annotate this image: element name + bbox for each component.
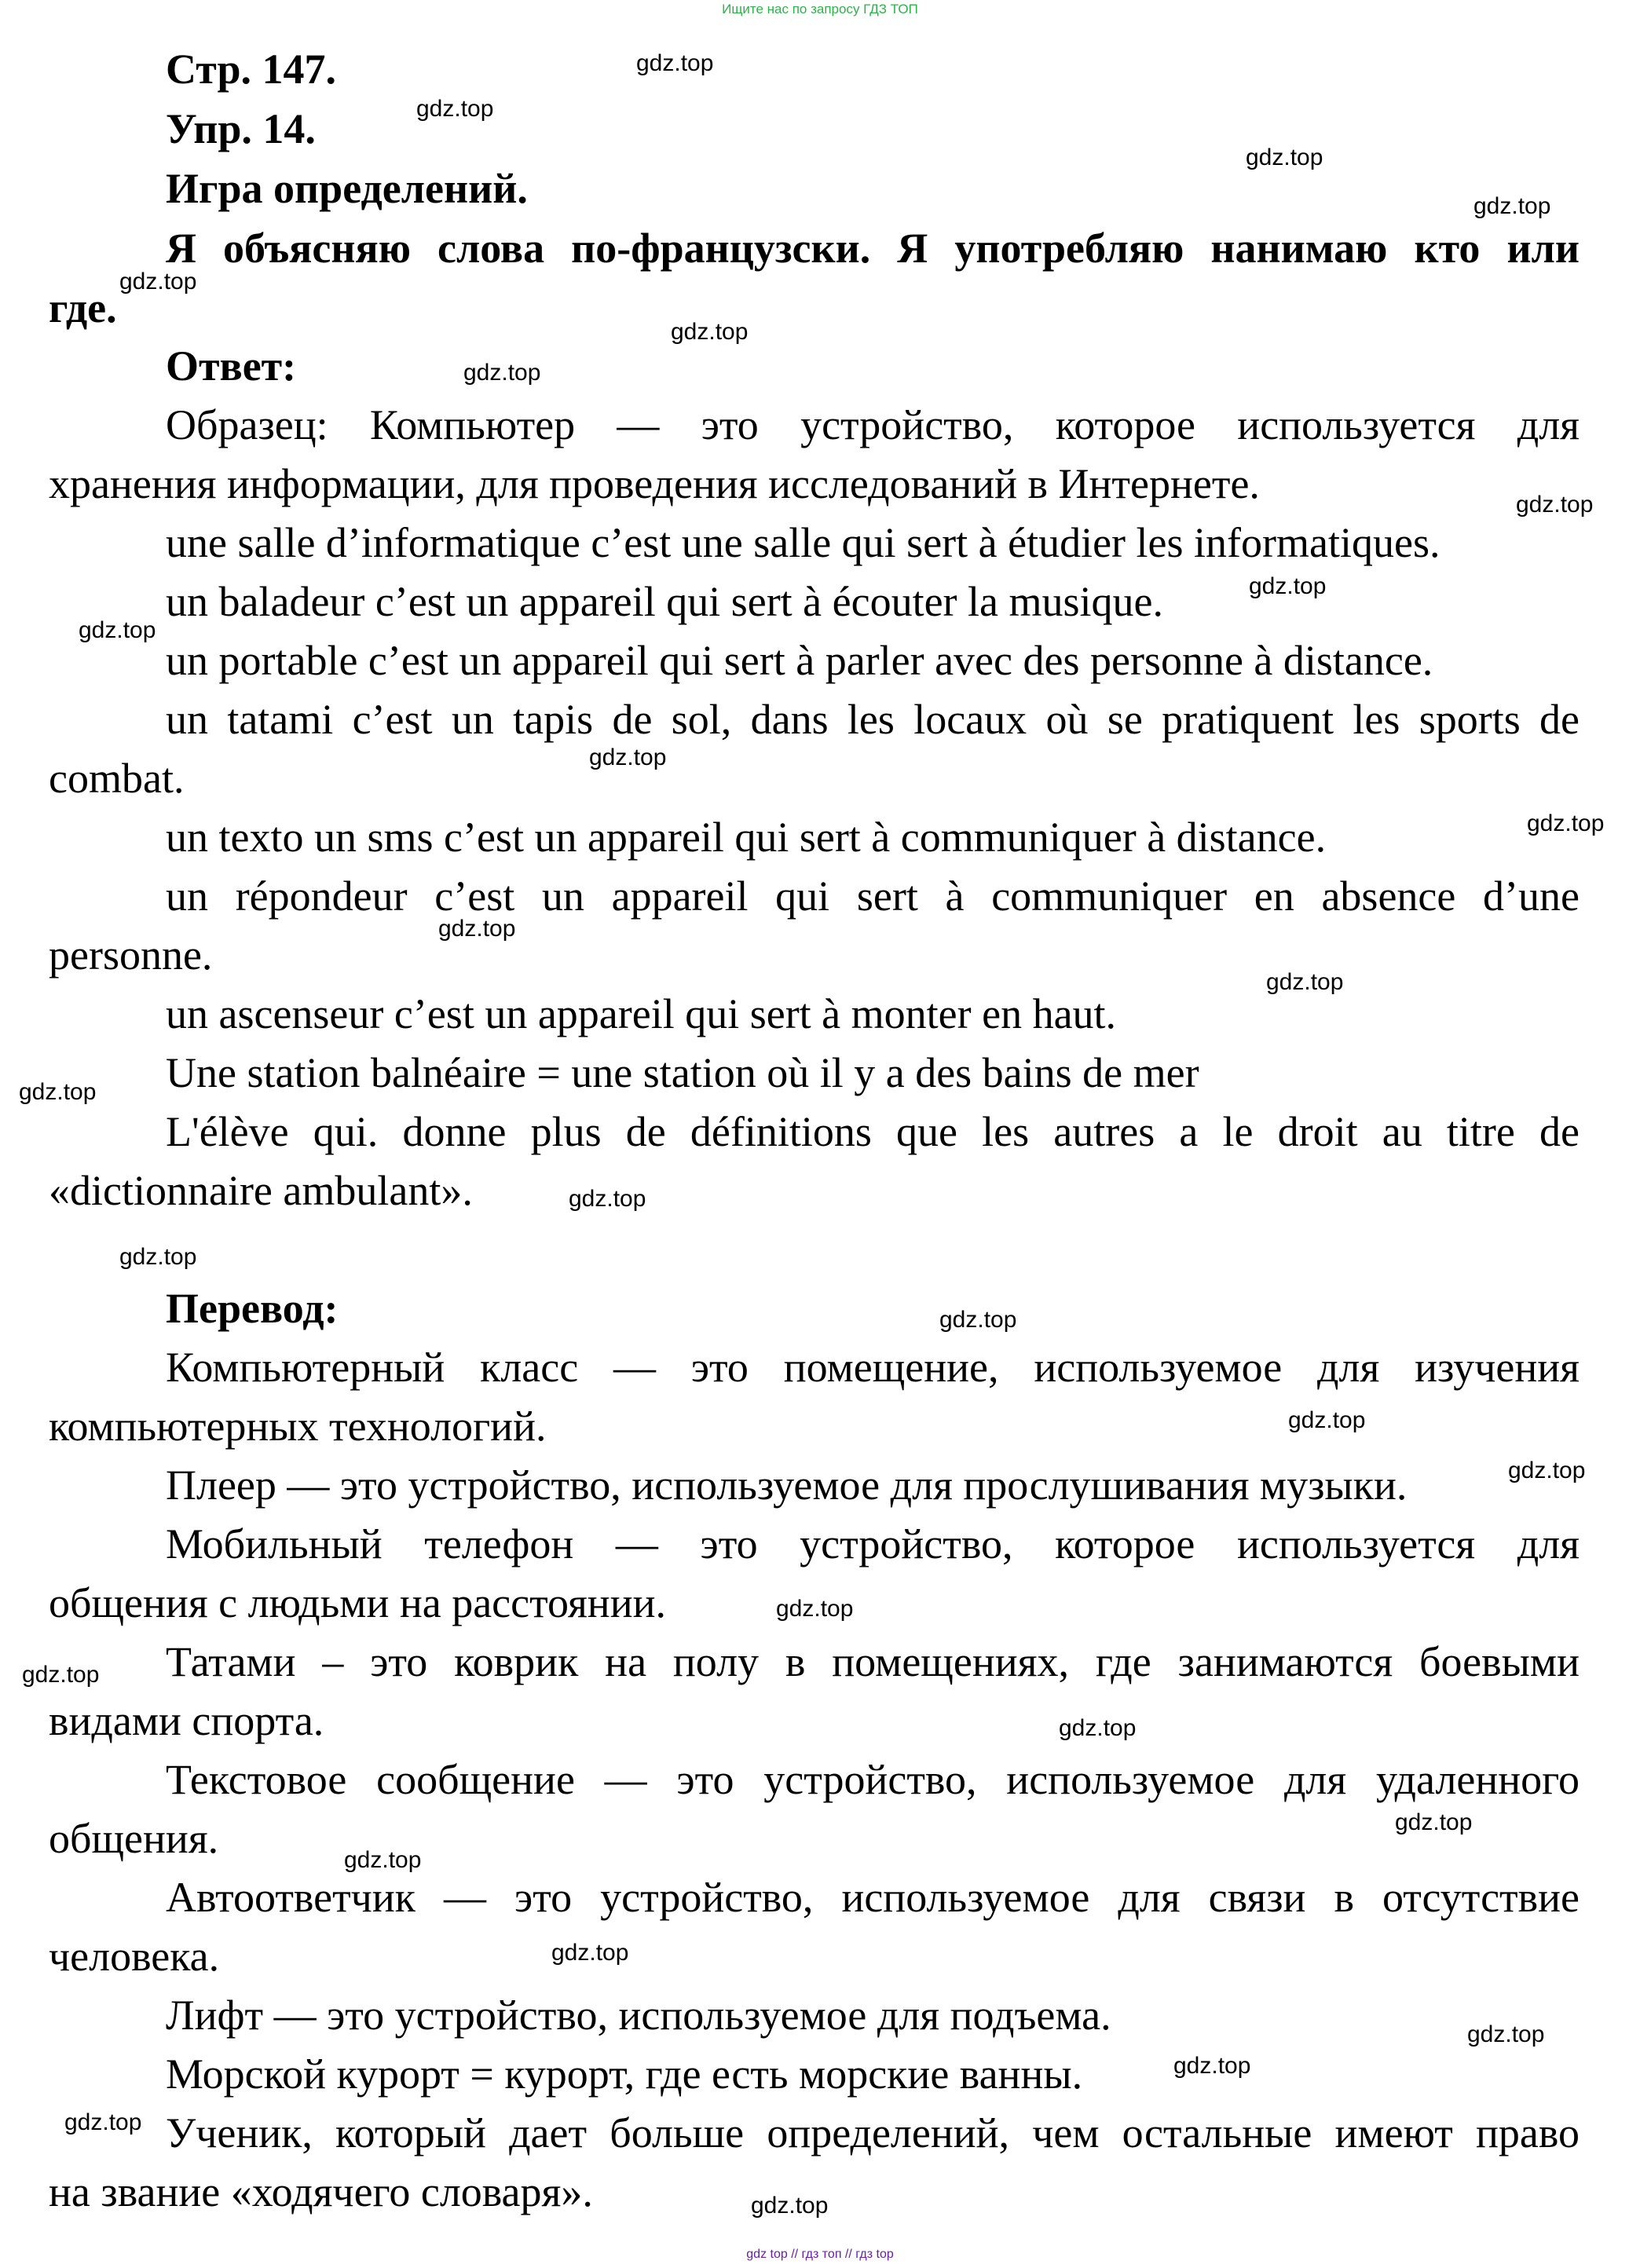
watermark: gdz.top: [569, 1186, 646, 1212]
answer-line: хранения информации, для проведения исследований в Интернете.: [49, 460, 1260, 507]
answer-line: un texto un sms c’est un appareil qui sert à communiquer à distance.: [166, 814, 1327, 861]
exercise-title: Игра определений.: [166, 165, 528, 212]
watermark: gdz.top: [1527, 810, 1605, 836]
top-banner[interactable]: Ищите нас по запросу ГДЗ ТОП: [722, 2, 918, 16]
answer-line: un portable c’est un appareil qui sert à parler avec des personne à distance.: [166, 637, 1433, 684]
answer-line: Образец: Компьютер — это устройство, которое используется для: [166, 401, 1580, 448]
translation-line: Компьютерный класс — это помещение, используемое для изучения: [166, 1344, 1580, 1391]
translation-line: на звание «ходячего словаря».: [49, 2168, 593, 2215]
watermark: gdz.top: [636, 50, 714, 76]
watermark: gdz.top: [1173, 2053, 1251, 2079]
watermark: gdz.top: [1395, 1809, 1473, 1835]
translation-line: Морской курорт = курорт, где есть морские ванны.: [166, 2050, 1083, 2098]
bottom-banner[interactable]: gdz top // гдз топ // гдз top: [746, 2248, 894, 2261]
answer-line: un tatami c’est un tapis de sol, dans les locaux où se pratiquent les sports de: [166, 696, 1580, 743]
translation-line: Лифт — это устройство, используемое для подъема.: [166, 1992, 1111, 2039]
watermark: gdz.top: [939, 1307, 1017, 1333]
answer-line: combat.: [49, 755, 185, 802]
translation-line: человека.: [49, 1933, 220, 1980]
translation-line: Татами – это коврик на полу в помещениях, где занимаются боевыми: [166, 1638, 1580, 1685]
watermark: gdz.top: [1266, 969, 1344, 995]
answer-line: Une station balnéaire = une station où il y a des bains de mer: [166, 1049, 1199, 1096]
answer-line: un répondeur c’est un appareil qui sert à communiquer en absence d’une: [166, 872, 1580, 920]
translation-line: Ученик, который дает больше определений, чем остальные имеют право: [166, 2109, 1580, 2156]
watermark: gdz.top: [1473, 193, 1551, 219]
watermark: gdz.top: [1508, 1458, 1586, 1483]
translation-label: Перевод:: [166, 1285, 339, 1332]
translation-line: видами спорта.: [49, 1697, 324, 1744]
watermark: gdz.top: [22, 1662, 100, 1688]
watermark: gdz.top: [1059, 1715, 1137, 1741]
watermark: gdz.top: [1467, 2021, 1545, 2047]
answer-line: L'élève qui. donne plus de définitions que les autres a le droit au titre de: [166, 1108, 1580, 1155]
watermark: gdz.top: [438, 916, 516, 942]
watermark: gdz.top: [344, 1847, 422, 1873]
translation-line: компьютерных технологий.: [49, 1403, 547, 1450]
watermark: gdz.top: [589, 744, 667, 770]
watermark: gdz.top: [463, 360, 541, 386]
watermark: gdz.top: [1288, 1407, 1366, 1433]
watermark: gdz.top: [119, 269, 197, 294]
translation-line: общения.: [49, 1815, 219, 1862]
watermark: gdz.top: [1246, 144, 1323, 170]
translation-line: общения с людьми на расстоянии.: [49, 1579, 667, 1626]
answer-line: personne.: [49, 931, 213, 979]
answer-line: «dictionnaire ambulant».: [49, 1167, 473, 1214]
watermark: gdz.top: [64, 2109, 142, 2135]
watermark: gdz.top: [416, 96, 494, 122]
task-line: где.: [49, 284, 117, 331]
translation-line: Автоответчик — это устройство, используемое для связи в отсутствие: [166, 1874, 1580, 1921]
translation-line: Плеер — это устройство, используемое для прослушивания музыки.: [166, 1461, 1408, 1509]
watermark: gdz.top: [1249, 573, 1327, 599]
translation-line: Мобильный телефон — это устройство, которое используется для: [166, 1520, 1580, 1567]
answer-label: Ответ:: [166, 342, 297, 390]
watermark: gdz.top: [776, 1596, 854, 1622]
watermark: gdz.top: [79, 617, 156, 643]
translation-line: Текстовое сообщение — это устройство, используемое для удаленного: [166, 1756, 1580, 1803]
watermark: gdz.top: [751, 2193, 829, 2219]
watermark: gdz.top: [671, 319, 749, 345]
watermark: gdz.top: [1516, 492, 1594, 518]
watermark: gdz.top: [551, 1940, 629, 1966]
answer-line: un ascenseur c’est un appareil qui sert à monter en haut.: [166, 990, 1117, 1037]
page-reference: Стр. 147.: [166, 46, 337, 93]
answer-line: un baladeur c’est un appareil qui sert à écouter la musique.: [166, 578, 1164, 625]
watermark: gdz.top: [19, 1079, 97, 1105]
exercise-number: Упр. 14.: [166, 105, 316, 152]
answer-line: une salle d’informatique c’est une salle qui sert à étudier les informatiques.: [166, 519, 1440, 566]
task-line: Я объясняю слова по-французски. Я употребляю нанимаю кто или: [166, 225, 1580, 272]
watermark: gdz.top: [119, 1244, 197, 1270]
